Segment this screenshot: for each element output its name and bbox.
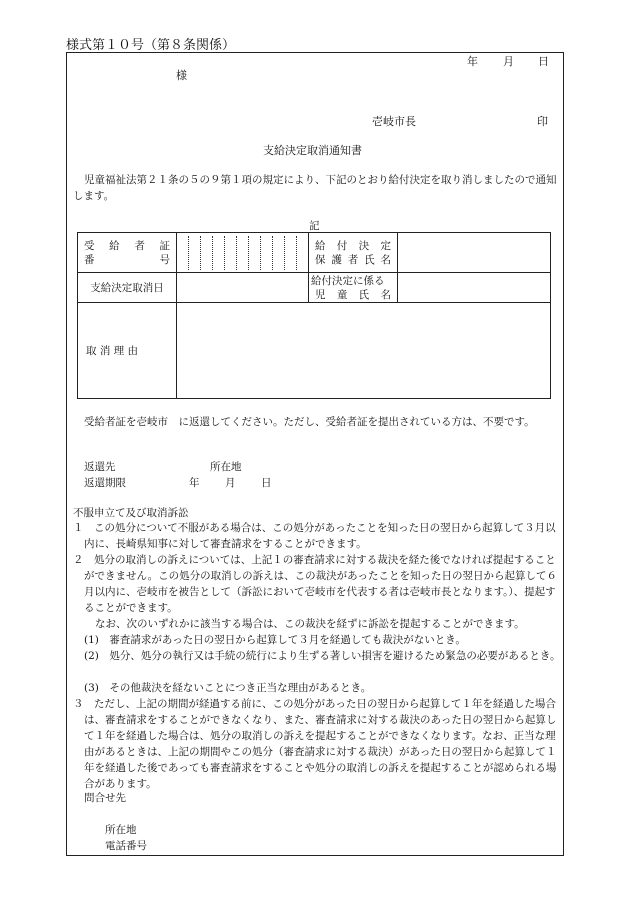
deadline-year: 年 — [189, 477, 200, 489]
record-table — [77, 232, 551, 399]
contact-address-label: 所在地 — [105, 824, 137, 836]
date-month-label: 月 — [503, 55, 514, 68]
return-to-label: 返還先 — [84, 461, 116, 473]
form-number-label: 様式第１０号（第８条関係） — [66, 38, 236, 53]
contact-phone-label: 電話番号 — [105, 840, 147, 852]
contact-heading: 問合せ先 — [84, 792, 126, 804]
return-deadline-label: 返還期限 — [84, 477, 126, 489]
appeal-item-1: １ この処分について不服がある場合は、この処分があったことを知った日の翌日から起算して３月以内に、長崎県知事に対して審査請求をすることができます。 — [73, 522, 556, 550]
appeal-item-3: ３ ただし、上記の期間が経過する前に、この処分があった日の翌日から起算して１年を経過した場合は、審査請求をすることができなくなり、また、審査請求に対する裁決のあった日の翌日から起算して１年を経過した場合は、処分の取消しの訴えを提起することができなくなります。なお、正当な理由があるときは、上記の期間やこの処分（審査請求に対する裁決）があった日の翌日から起算して１年を経過した後であっても審査請求をすることや処分の取消しの訴えを提起することが認められる場合があります。 — [73, 698, 557, 790]
appeal-subitem-2: (2) 処分、処分の執行又は手続の続行により生ずる著しい損害を避けるため緊急の必要があるとき。 — [84, 650, 561, 662]
cancel-date-field[interactable] — [177, 273, 309, 303]
date-year-label: 年 — [467, 55, 478, 68]
intro-paragraph: 児童福祉法第２１条の５の９第１項の規定により、下記のとおり給付決定を取り消しましたので通知します。 — [73, 174, 557, 202]
appeal-subitem-1: (1) 審査請求があった日の翌日から起算して３月を経過しても裁決がないとき。 — [84, 634, 466, 646]
document-title: 支給決定取消通知書 — [263, 144, 362, 157]
recipient-number-label: 受 給 者 証 番 号 — [78, 233, 177, 273]
appeal-item-2-note: なお、次のいずれかに該当する場合は、この裁決を経ずに訴訟を提起することができます。 — [95, 618, 525, 630]
date-day-label: 日 — [538, 55, 549, 68]
return-notice: 受給者証を壱岐市 に返還してください。ただし、受給者証を提出されている方は、不要です。 — [84, 416, 535, 428]
ki-label: 記 — [309, 220, 320, 232]
seal-mark: 印 — [537, 115, 548, 128]
appeal-item-2: ２ 処分の取消しの訴えについては、上記１の審査請求に対する裁決を経た後でなければ提起することができません。この処分の取消しの訴えは、この裁決があったことを知った日の翌日から起算して６月以内に、壱岐市を被告として（訴訟において壱岐市を代表する者は壱岐市長となります。）、提起することができます。 — [73, 554, 558, 614]
issuer-name: 壱岐市長 — [372, 115, 416, 128]
appeal-heading: 不服申立て及び取消訴訟 — [73, 507, 189, 519]
child-name-field[interactable] — [398, 273, 551, 303]
child-name-label: 給付決定に係る 児 童 氏 名 — [309, 273, 398, 303]
return-address-label: 所在地 — [210, 461, 242, 473]
reason-field[interactable] — [177, 303, 551, 399]
guardian-name-label: 給 付 決 定 保 護 者 氏 名 — [309, 233, 398, 273]
appeal-subitem-3: (3) その他裁決を経ないことにつき正当な理由があるとき。 — [84, 682, 372, 694]
recipient-suffix: 様 — [176, 69, 187, 82]
cancel-date-label: 支給決定取消日 — [78, 273, 177, 303]
recipient-number-cells[interactable] — [177, 233, 309, 273]
deadline-month: 月 — [225, 477, 236, 489]
reason-label: 取 消 理 由 — [78, 303, 177, 399]
guardian-name-field[interactable] — [398, 233, 551, 273]
deadline-day: 日 — [261, 477, 272, 489]
